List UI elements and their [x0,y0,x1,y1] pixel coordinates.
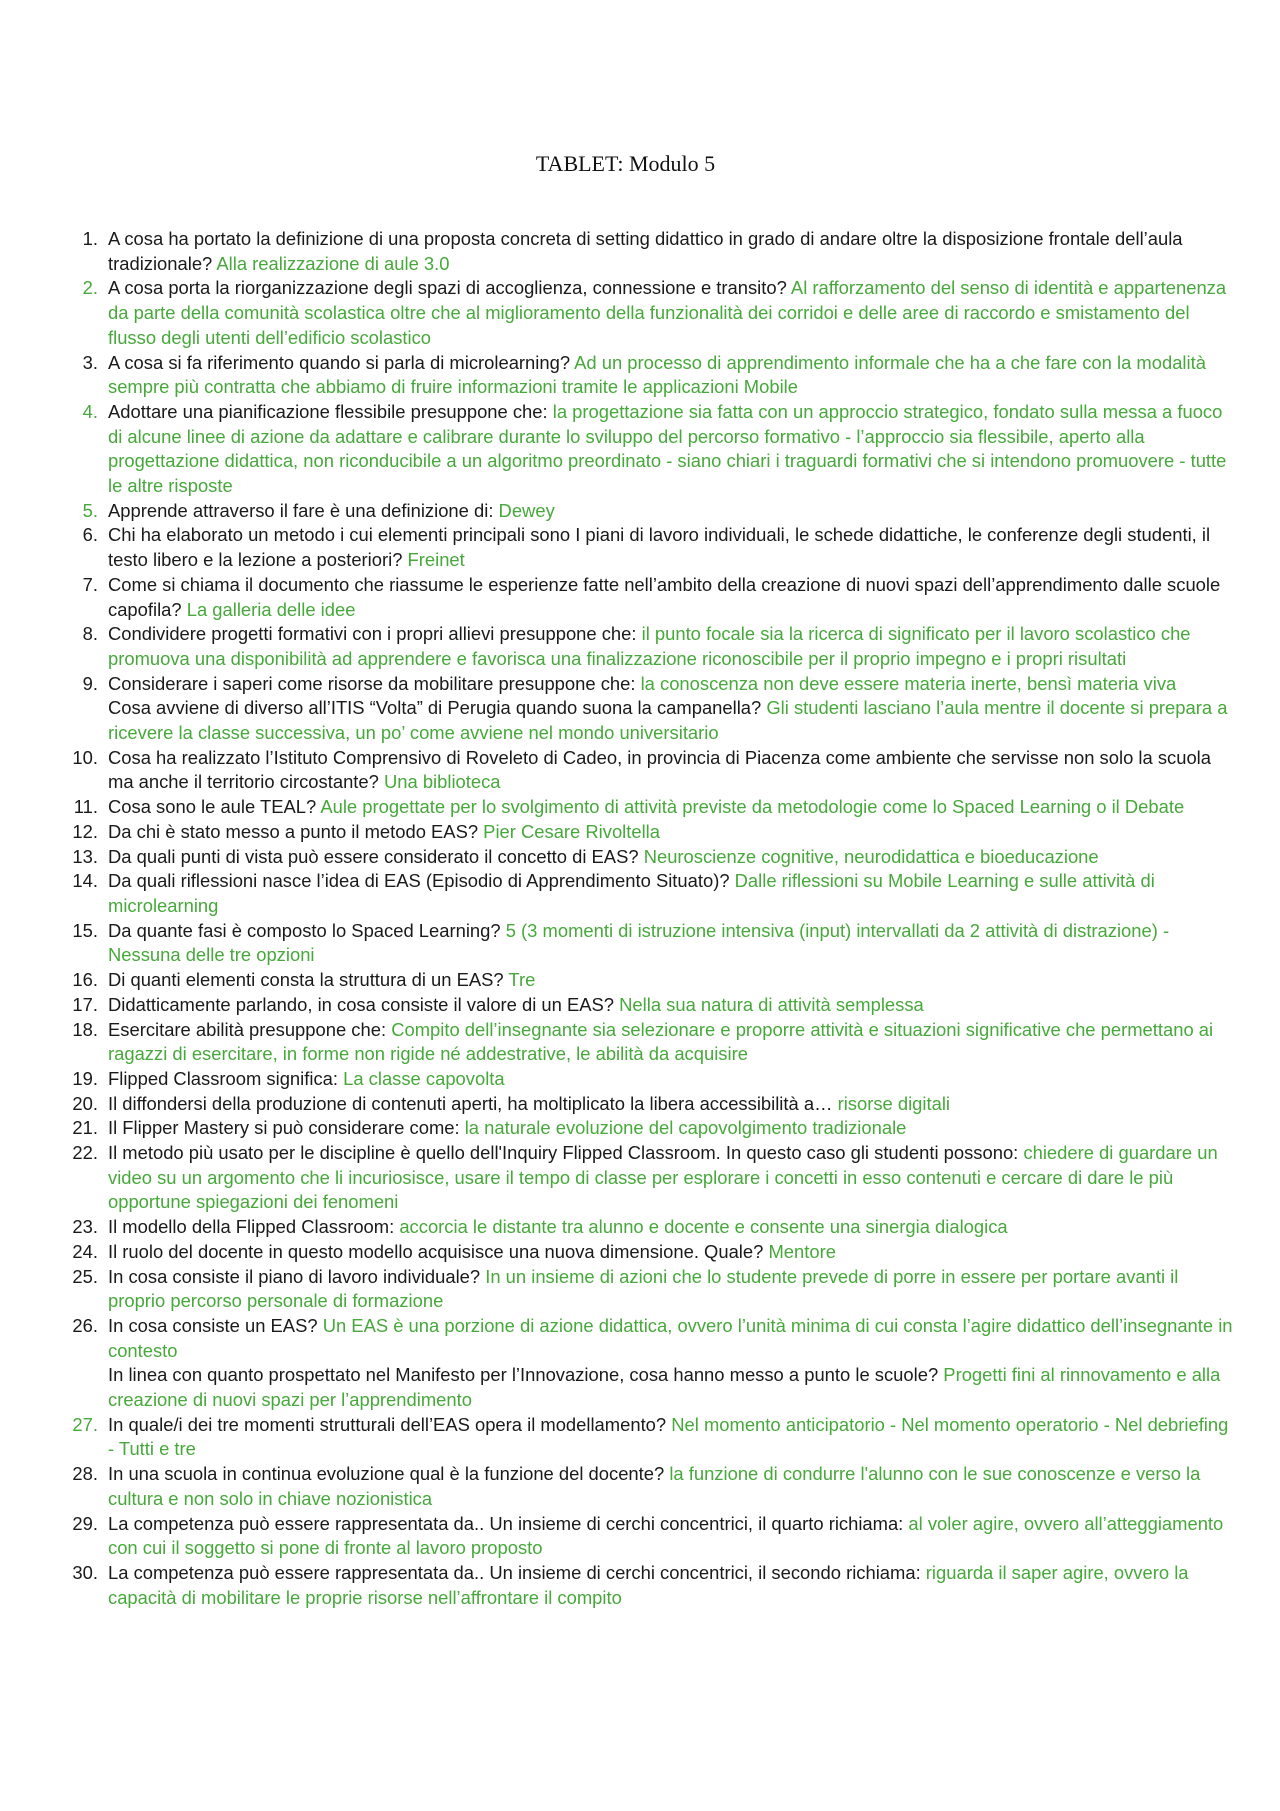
list-item [68,400,1234,499]
answer-text: Gli studenti lasciano l’aula mentre il docente si prepara a ricevere la classe successiva, un po’ come avviene nel mondo universitario [108,697,1228,744]
question-text: Da chi è stato messo a punto il metodo EAS? [108,820,484,842]
question-text: Il diffondersi della produzione di contenuti aperti, ha moltiplicato la libera accessibilità a… [108,1092,838,1114]
item-number: 15. [72,919,98,941]
question-text: Di quanti elementi consta la struttura di un EAS? [108,969,509,991]
list-item [68,869,1234,918]
list-item [68,227,1234,276]
item-number: 23. [72,1216,98,1238]
list-item [68,1413,1234,1462]
item-number: 25. [72,1265,98,1287]
item-number: 22. [72,1142,98,1164]
question-text: Cosa ha realizzato l’Istituto Comprensivo di Roveleto di Cadeo, in provincia di Piacenza come ambiente che servisse non solo la scuola ma anche il territorio circostante? [108,746,1211,793]
answer-text: Compito dell’insegnante sia selezionare e proporre attività e situazioni significative che permettano ai ragazzi di esercitare, in forme non rigide né addestrative, le abilità da acquisire [108,1018,1214,1065]
question-text: Esercitare abilità presuppone che: [108,1018,392,1040]
question-text: La competenza può essere rappresentata da.. Un insieme di cerchi concentrici, il quarto richiama: [108,1512,909,1534]
answer-text: la conoscenza non deve essere materia inerte, bensì materia viva [640,672,1177,694]
item-number: 14. [72,870,98,892]
answer-text: Alla realizzazione di aule 3.0 [216,252,450,274]
answer-text: la funzione di condurre l'alunno con le sue conoscenze e verso la cultura e non solo in chiave nozionistica [108,1463,1201,1509]
question-text: A cosa porta la riorganizzazione degli spazi di accoglienza, connessione e transito? [108,277,791,299]
question-text: Adottare una pianificazione flessibile presuppone che: [108,400,553,422]
question-text: Cosa avviene di diverso all’ITIS “Volta” di Perugia quando suona la campanella? [108,697,767,719]
answer-text: In un insieme di azioni che lo studente prevede di porre in essere per portare avanti il proprio percorso personale di formazione [108,1265,1179,1312]
list-item [68,1561,1234,1610]
question-text: Da quante fasi è composto lo Spaced Learning? [108,919,506,941]
question-text: Da quali riflessioni nasce l’idea di EAS (Episodio di Apprendimento Situato)? [108,870,735,892]
answer-text: Progetti fini al rinnovamento e alla creazione di nuovi spazi per l’apprendimento [108,1364,1221,1411]
list-item [68,523,1234,572]
answer-text: Neuroscienze cognitive, neurodidattica e bioeducazione [643,845,1099,867]
item-number: 30. [72,1561,98,1583]
question-text: Il Flipper Mastery si può considerare come: [108,1117,465,1139]
answer-text: Un EAS è una porzione di azione didattica, ovvero l’unità minima di cui consta l’agire didattico dell’insegnante in contesto [108,1314,1233,1361]
item-number: 11. [73,796,98,818]
question-text: In quale/i dei tre momenti strutturali dell’EAS opera il modellamento? [108,1413,672,1435]
list-item [68,968,1234,993]
list-item [68,993,1234,1018]
item-number: 26. [72,1314,98,1336]
item-number: 17. [72,993,98,1015]
answer-text: Aule progettate per lo svolgimento di attività previste da metodologie come lo Spaced Learning o il Debate [320,796,1185,818]
question-text: Didatticamente parlando, in cosa consiste il valore di un EAS? [108,993,620,1015]
list-item [68,622,1234,671]
item-number: 10. [72,746,98,768]
item-number: 3. [82,351,98,373]
list-item [68,1265,1234,1314]
list-item [68,351,1234,400]
answer-text: 5 (3 momenti di istruzione intensiva (input) intervallati da 2 attività di distrazione) - Nessuna delle tre opzioni [108,919,1170,966]
question-text: A cosa si fa riferimento quando si parla di microlearning? [108,351,575,373]
item-number: 13. [72,845,98,867]
question-text: Condividere progetti formativi con i propri allievi presuppone che: [108,623,642,645]
list-item [68,696,1234,745]
list-item [68,820,1234,845]
item-number: 27. [72,1413,98,1435]
item-number: 1. [82,228,98,249]
answer-text: Pier Cesare Rivoltella [483,820,660,842]
item-number: 7. [82,573,98,595]
question-text: La competenza può essere rappresentata da.. Un insieme di cerchi concentrici, il secondo richiama: [108,1561,926,1583]
question-text: In linea con quanto prospettato nel Manifesto per l’Innovazione, cosa hanno messo a punto le scuole? [108,1364,944,1386]
list-item [68,1018,1234,1067]
question-text: Il metodo più usato per le discipline è quello dell'Inquiry Flipped Classroom. In questo caso gli studenti possono: [108,1142,1024,1164]
list-item [68,1512,1234,1561]
answer-text: Dewey [498,499,555,521]
item-number: 19. [72,1067,98,1089]
item-number: 6. [82,524,98,546]
item-number: 28. [72,1463,98,1485]
answer-text: la naturale evoluzione del capovolgimento tradizionale [464,1117,907,1139]
answer-text: Al rafforzamento del senso di identità e appartenenza da parte della comunità scolastica oltre che al miglioramento della funzionalità dei corridoi e delle aree di raccordo e smistamento del flusso degli utenti dell’edificio scolastico [108,277,1227,348]
answer-text: riguarda il saper agire, ovvero la capacità di mobilitare le proprie risorse nell’affrontare il compito [108,1561,1189,1608]
item-number: 18. [72,1018,98,1040]
item-number: 4. [82,400,98,422]
item-number: 20. [72,1092,98,1114]
list-item [68,1215,1234,1240]
answer-text: Nel momento anticipatorio - Nel momento operatorio - Nel debriefing - Tutti e tre [108,1413,1229,1460]
item-number: 5. [82,499,98,521]
answer-text: accorcia le distante tra alunno e docente e consente una sinergia dialogica [399,1216,1008,1238]
answer-text: Tre [508,969,536,991]
answer-text: La galleria delle idee [186,598,356,620]
question-list [68,227,1234,1610]
item-number: 9. [82,672,98,694]
answer-text: Una biblioteca [383,771,501,793]
item-number: 29. [72,1512,98,1534]
answer-text: Freinet [407,549,465,571]
list-item [68,1092,1234,1117]
answer-text: al voler agire, ovvero all’atteggiamento con cui il soggetto si pone di fronte al lavoro proposto [108,1512,1224,1559]
item-number: 2. [82,277,98,299]
question-text: Flipped Classroom significa: [108,1067,344,1089]
question-text: Come si chiama il documento che riassume le esperienze fatte nell’ambito della creazione di nuovi spazi dell’apprendimento dalle scuole capofila? [108,573,1221,620]
answer-text: La classe capovolta [343,1067,505,1089]
answer-text: Nella sua natura di attività semplessa [619,993,924,1015]
answer-text: Ad un processo di apprendimento informale che ha a che fare con la modalità sempre più contratta che abbiamo di fruire informazioni tramite le applicazioni Mobile [108,351,1206,398]
item-number: 16. [72,969,98,991]
list-item [68,1067,1234,1092]
list-item [68,573,1234,622]
answer-text: Dalle riflessioni su Mobile Learning e sulle attività di microlearning [108,870,1155,916]
list-item [68,795,1234,820]
question-text: In cosa consiste il piano di lavoro individuale? [108,1265,486,1287]
list-item [68,672,1234,697]
list-item [68,845,1234,870]
answer-text: chiedere di guardare un video su un argomento che li incuriosisce, usare il tempo di classe per esplorare i concetti in esso contenuti e cercare di dare le più opportune spiegazioni dei fenomeni [108,1142,1218,1213]
answer-text: Mentore [768,1240,836,1262]
page-title: TABLET: Modulo 5 [535,151,716,176]
list-item [68,919,1234,968]
answer-text: il punto focale sia la ricerca di significato per il lavoro scolastico che promuova una disponibilità ad apprendere e favorisca una finalizzazione riconoscibile per il proprio impegno e i propri risultati [108,623,1191,669]
question-text: Da quali punti di vista può essere considerato il concetto di EAS? [108,845,644,867]
list-item [68,1314,1234,1363]
question-text: Apprende attraverso il fare è una definizione di: [108,499,499,521]
list-item [68,1462,1234,1511]
item-number: 24. [72,1240,98,1262]
question-text: A cosa ha portato la definizione di una proposta concreta di setting didattico in grado di andare oltre la disposizione frontale dell’aula tradizionale? [108,228,1183,274]
answer-text: risorse digitali [837,1092,951,1114]
question-text: Il modello della Flipped Classroom: [108,1216,400,1238]
answer-text: la progettazione sia fatta con un approccio strategico, fondato sulla messa a fuoco di alcune linee di azione da adattare e calibrare durante lo sviluppo del percorso formativo - l’approccio sia flessibile, aperto alla progettazione didattica, non riconducibile a un algoritmo preordinato - siano chiari i traguardi formativi che si intendono promuovere - tutte le altre risposte [108,400,1227,497]
question-text: Considerare i saperi come risorse da mobilitare presuppone che: [108,672,641,694]
question-text: In cosa consiste un EAS? [108,1314,323,1336]
question-text: In una scuola in continua evoluzione qual è la funzione del docente? [108,1463,670,1485]
question-text: Chi ha elaborato un metodo i cui elementi principali sono I piani di lavoro individuali, le schede didattiche, le conferenze degli studenti, il testo libero e la lezione a posteriori? [108,524,1211,571]
list-item [68,1240,1234,1265]
question-text: Cosa sono le aule TEAL? [108,796,321,818]
list-item [68,746,1234,795]
item-number: 8. [82,623,98,645]
item-number: 21. [72,1117,98,1139]
list-item [68,1141,1234,1215]
list-item [68,276,1234,350]
item-number: 12. [72,820,98,842]
question-text: Il ruolo del docente in questo modello acquisisce una nuova dimensione. Quale? [108,1240,769,1262]
list-item [68,1116,1234,1141]
list-item [68,1363,1234,1412]
list-item [68,499,1234,524]
